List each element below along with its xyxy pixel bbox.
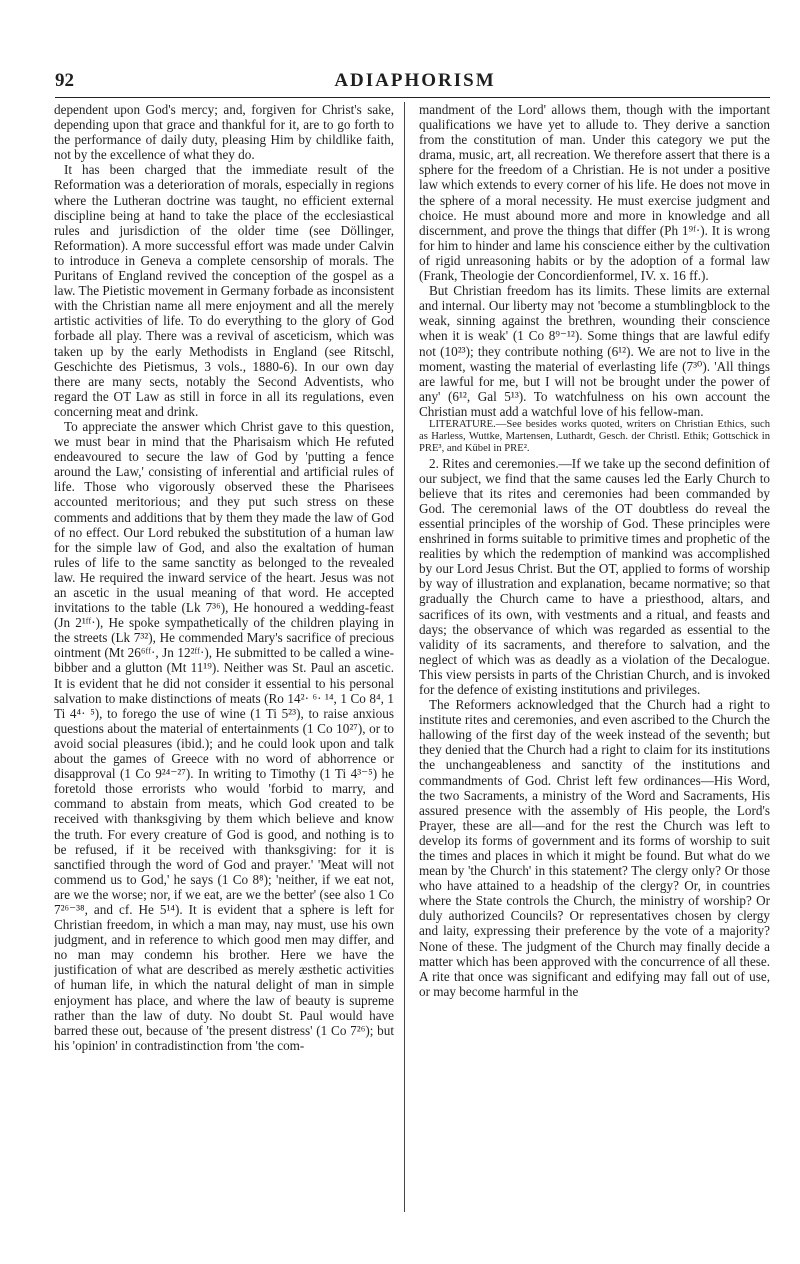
paragraph: dependent upon God's mercy; and, forgiven for Christ's sake, depending upon that grace and thankful for it, are to go forth to the performance of daily duty, pleasing Him by childlike faith, not by the excellence of what they do. <box>54 102 394 163</box>
paragraph: The Reformers acknowledged that the Church had a right to institute rites and ceremonies, and even ascribed to the Church the hallowing of the first day of the week instead of the seventh; but they denied that the Church had a right to claim for its institutions the unchangeableness and sanctity of the institutions and commandments of God. Christ left few ordinances—His Word, the two Sacraments, a ministry of the Word and Sacraments, His assured presence with the assembly of His people, the Lord's Prayer, these are all—and for the rest the Church was left to develop its forms of government and its forms of worship to suit the times and places in which it might be found. But what do we mean by 'the Church' in this statement? The clergy only? Or those who have attained to a headship of the clergy? Or, in countries where the State controls the Church, the ministry of worship? Or duly authorized Councils? Or representatives chosen by clergy and laity, expressing their preference by the vote of a majority? None of these. The judgment of the Church may finally decide a matter which has been approved with the concurrence of all these. A rite that once was significant and edifying may fall out of use, or may become harmful in the <box>419 697 770 999</box>
literature-note: LITERATURE.—See besides works quoted, writers on Christian Ethics, such as Harless, Wuttke, Martensen, Luthardt, Gesch. der Christl. Ethik; Gottschick in PRE³, and Kübel in PRE². <box>419 418 770 455</box>
section-rites-and-ceremonies: 2. Rites and ceremonies.—If we take up the second definition of our subject, we find that the same causes led the Early Church to believe that its rites and ceremonies had been commanded by God. The ceremonial laws of the OT doubtless do reveal the essential principles of the worship of God. These principles were enshrined in forms suitable to primitive times and prophetic of the realities by which the redemption of mankind was accomplished by our Lord Jesus Christ. But the OT, applied to forms of worship by way of illustration and explanation, became normative; so that gradually the Church came to have a priesthood, altars, and sacrifices of its own, with vestments and a ritual, and feasts and days; the observance of which was regarded as essential to the validity of its sacraments, and therefore to salvation, and the neglect of which was as deadly as a violation of the Decalogue. This view persists in parts of the Christian Church, and is invoked for the defence of existing institutions and privileges. <box>419 455 770 697</box>
page-header <box>55 62 775 94</box>
paragraph: mandment of the Lord' allows them, though with the important qualifications we have yet to allude to. They derive a sanction from the constitution of man. Under this category we put the drama, music, art, all recreation. We therefore assert that there is a sphere for the freedom of a Christian. He is not under a positive law which extends to every corner of his life. He does not move in the sphere of a moral necessity. He must exercise judgment and choice. He must abound more and more in knowledge and all discernment, and prove the things that differ (Ph 1⁹ᶠ·). It is wrong for him to hinder and lame his conscience either by the cultivation of rigid unreasoning habits or by the adoption of a formal law (Frank, Theologie der Concordienformel, IV. x. 16 ff.). <box>419 102 770 284</box>
running-title: ADIAPHORISM <box>334 70 496 91</box>
paragraph: But Christian freedom has its limits. These limits are external and internal. Our liberty may not 'become a stumblingblock to the weak, sinning against the brethren, wounding their conscience when it is weak' (1 Co 8⁹⁻¹²). Some things that are lawful edify not (10²³); they contribute nothing (6¹²). We are not to live in the moment, wasting the material of everlasting life (7³⁰). 'All things are lawful for me, but I will not be brought under the power of any' (6¹², Gal 5¹³). To watchfulness on his own account the Christian must add a watchful love of his fellow-man. <box>419 283 770 419</box>
header-rule <box>55 97 770 98</box>
right-column <box>419 102 770 1222</box>
left-column <box>54 102 394 1222</box>
page-number: 92 <box>55 70 74 91</box>
paragraph: It has been charged that the immediate result of the Reformation was a deterioration of morals, especially in regions where the Lutheran doctrine was taught, no efficient external discipline being at hand to take the place of the ecclesiastical rules and jurisdiction of the older time (see Döllinger, Reformation). A more successful effort was made under Calvin to introduce in Geneva a complete censorship of morals. The Puritans of England revived the conception of the gospel as a law. The Pietistic movement in Germany forbade as inconsistent with the Christian name all mere enjoyment and all the merely artistic activities of life. To do everything to the glory of God forbade all play. There was a revival of asceticism, which was taken up by the early Methodists in England (see Ritschl, Geschichte des Pietismus, 3 vols., 1880-6). In our own day there are many sects, notably the Second Adventists, who regard the OT Law as still in force in all its regulations, even concerning meat and drink. <box>54 162 394 419</box>
paragraph: To appreciate the answer which Christ gave to this question, we must bear in mind that the Pharisaism which He refuted endeavoured to secure the law of God by 'putting a fence around the Law,' consisting of inferential and artificial rules of life. Those who vigorously observed these the Pharisees accounted meritorious; and they put such stress on these comments and additions that by them they made the law of God of no effect. Our Lord rebuked the substitution of a human law for the simple law of God, and also the exaltation of human rules of life to the same sanctity as belonged to the revealed law. He required the inward service of the heart. Jesus was not an ascetic in the usual meaning of that word. He accepted invitations to the table (Lk 7³⁶), He honoured a wedding-feast (Jn 2¹ᶠᶠ·), He spoke sympathetically of the children playing in the streets (Lk 7³²), He commended Mary's sacrifice of precious ointment (Mt 26⁶ᶠᶠ·, Jn 12²ᶠᶠ·), He submitted to be called a wine-bibber and a glutton (Mt 11¹⁹). Neither was St. Paul an ascetic. It is evident that he did not consider it essential to his personal salvation to make distinctions of meats (Ro 14²· ⁶· ¹⁴, 1 Co 8⁴, 1 Ti 4⁴· ⁵), to forego the use of wine (1 Ti 5²³), to raise anxious questions about the material of entertainments (1 Co 10²⁷), or to avoid social pleasures (ibid.); and he could look upon and talk about the games of Greece with no word of abhorrence or disapproval (1 Co 9²⁴⁻²⁷). In writing to Timothy (1 Ti 4³⁻⁵) he foretold those errorists who would 'forbid to marry, and command to abstain from meats, which God created to be received with thanksgiving by them which believe and know the truth. For every creature of God is good, and nothing is to be refused, if it be received with thanksgiving: for it is sanctified through the word of God and prayer.' 'Meat will not commend us to God,' he says (1 Co 8⁸); 'neither, if we eat not, are we the worse; nor, if we eat, are we the better' (see also 1 Co 7²⁶⁻³⁸, and cf. He 5¹⁴). It is evident that a sphere is left for Christian freedom, in which a man may, nay must, use his own judgment, and in reference to which good men may differ, and no man may condemn his brother. Here we have the justification of what are described as merely æsthetic activities of human life, in which the natural delight of man in simple enjoyment has place, and where the law of beauty is supreme rather than the law of duty. No doubt St. Paul would have barred these out, because of 'the present distress' (1 Co 7²⁶); but his 'opinion' in contradistinction from 'the com- <box>54 418 394 1053</box>
column-divider <box>404 102 405 1212</box>
